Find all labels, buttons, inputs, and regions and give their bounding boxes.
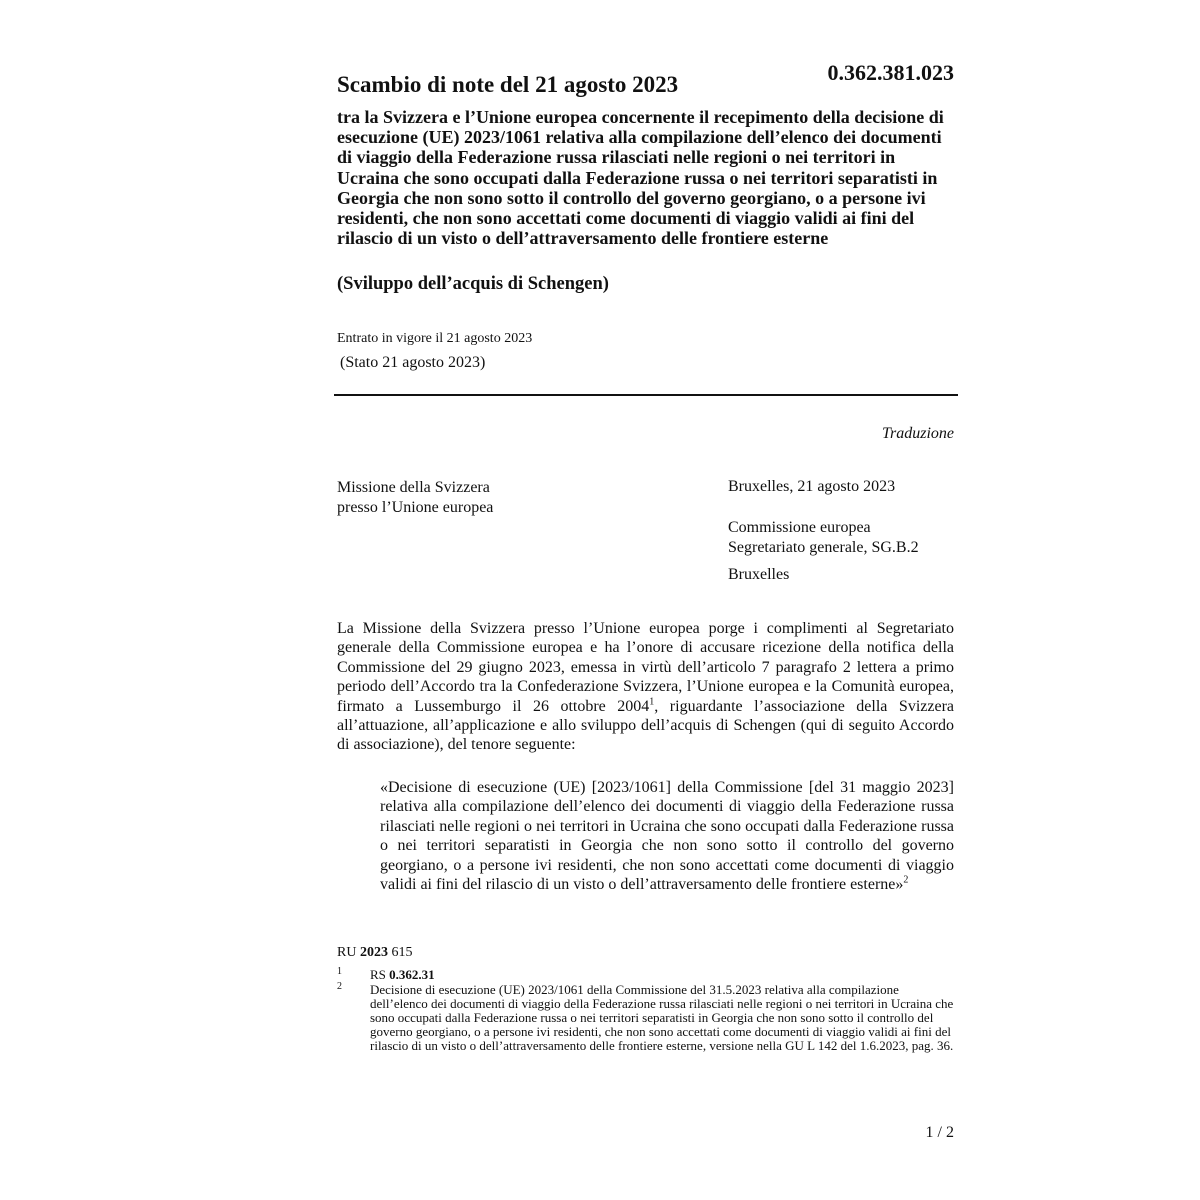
footnote-ref[interactable]: 2 — [903, 874, 909, 886]
body-text: La Missione della Svizzera presso l’Unione europea porge i complimenti al Segretariato generale della Commissione europea e ha l’onore di accusare ricezione della notifica della Commissione del 29 giugno 2023, emessa in virtù dell’articolo 7 paragrafo 2 lettera a primo periodo dell’Accordo tra la Confederazione Svizzera, l’Unione europea e la Comunità europea, firmato a Lussemburgo il 26 ottobre 2004 — [337, 620, 954, 715]
ru-reference — [337, 945, 412, 961]
ru-year: 2023 — [359, 945, 388, 960]
footnote-number: 2 — [337, 981, 342, 992]
body-paragraph — [337, 619, 954, 755]
sender-line: Missione della Svizzera — [337, 479, 490, 496]
sender-line: presso l’Unione europea — [337, 498, 494, 516]
document-subtitle: tra la Svizzera e l’Unione europea concernente il recepimento della decisione di esecuzione (UE) 2023/1061 relativa alla compilazione dell’elenco dei documenti di viaggio della Federazione russa rilasciati nelle regioni o nei territori in Ucraina che sono occupati dalla Federazione russa o nei territori separatisti in Georgia che non sono sotto il controllo del governo georgiano, o a persone ivi residenti, che non sono accettati come documenti di viaggio validi ai fini del rilascio di un visto o dell’attraversamento delle frontiere esterne — [337, 107, 944, 249]
footnote-sr-ref: 0.362.31 — [389, 967, 435, 982]
recipient-block — [728, 518, 919, 557]
page-number: 1 / 2 — [925, 1124, 954, 1141]
footnote-number: 1 — [337, 966, 342, 977]
entry-into-force: Entrato in vigore il 21 agosto 2023 — [337, 331, 533, 346]
document-title: Scambio di note del 21 agosto 2023 — [337, 72, 679, 97]
header-divider — [334, 394, 958, 396]
ru-prefix: RU — [337, 945, 357, 960]
footnote-text — [370, 968, 954, 982]
footnote-text: Decisione di esecuzione (UE) 2023/1061 della Commissione del 31.5.2023 relativa alla compilazione dell’elenco dei documenti di viaggio della Federazione russa rilasciati nelle regioni o nei territori in Ucraina che sono occupati dalla Federazione russa o nei territori separatisti in Georgia che non sono sotto il controllo del governo georgiano, o a persone ivi residenti, che non sono accettati come documenti di viaggio validi ai fini del rilascio di un visto o dell’attraversamento delle frontiere esterne, versione nella GU L 142 del 1.6.2023, pag. 36. — [370, 982, 954, 1053]
footnote — [337, 983, 954, 1053]
footnote — [337, 968, 954, 982]
quoted-decision — [380, 778, 954, 894]
sr-number: 0.362.381.023 — [827, 60, 954, 85]
footnote-prefix: RS — [370, 967, 386, 982]
footnote-ref[interactable]: 1 — [649, 696, 655, 708]
recipient-line: Segretariato generale, SG.B.2 — [728, 538, 919, 556]
recipient-line: Commissione europea — [728, 519, 871, 536]
body-text: , riguardante l’associazione della Svizzera all’attuazione, all’applicazione e allo sviluppo dell’acquis di Schengen (qui di seguito Accordo di associazione), del tenore seguente: — [337, 697, 954, 754]
place-date: Bruxelles, 21 agosto 2023 — [728, 478, 896, 495]
translation-label: Traduzione — [881, 425, 954, 442]
schengen-note: (Sviluppo dell’acquis di Schengen) — [337, 274, 609, 294]
sender-block — [337, 478, 493, 517]
ru-page: 615 — [391, 945, 413, 960]
status-date: (Stato 21 agosto 2023) — [340, 354, 486, 371]
quote-text: «Decisione di esecuzione (UE) [2023/1061] della Commissione [del 31 maggio 2023] relativa alla compilazione dell’elenco dei documenti di viaggio della Federazione russa rilasciati nelle regioni o nei territori in Ucraina che sono occupati dalla Federazione russa o nei territori separatisti in Georgia che non sono sotto il controllo del governo georgiano, o a persone ivi residenti, che non sono accettati come documenti di viaggio validi ai fini del rilascio di un visto o dell’attraversamento delle frontiere esterne» — [380, 779, 954, 894]
recipient-city: Bruxelles — [728, 566, 790, 583]
